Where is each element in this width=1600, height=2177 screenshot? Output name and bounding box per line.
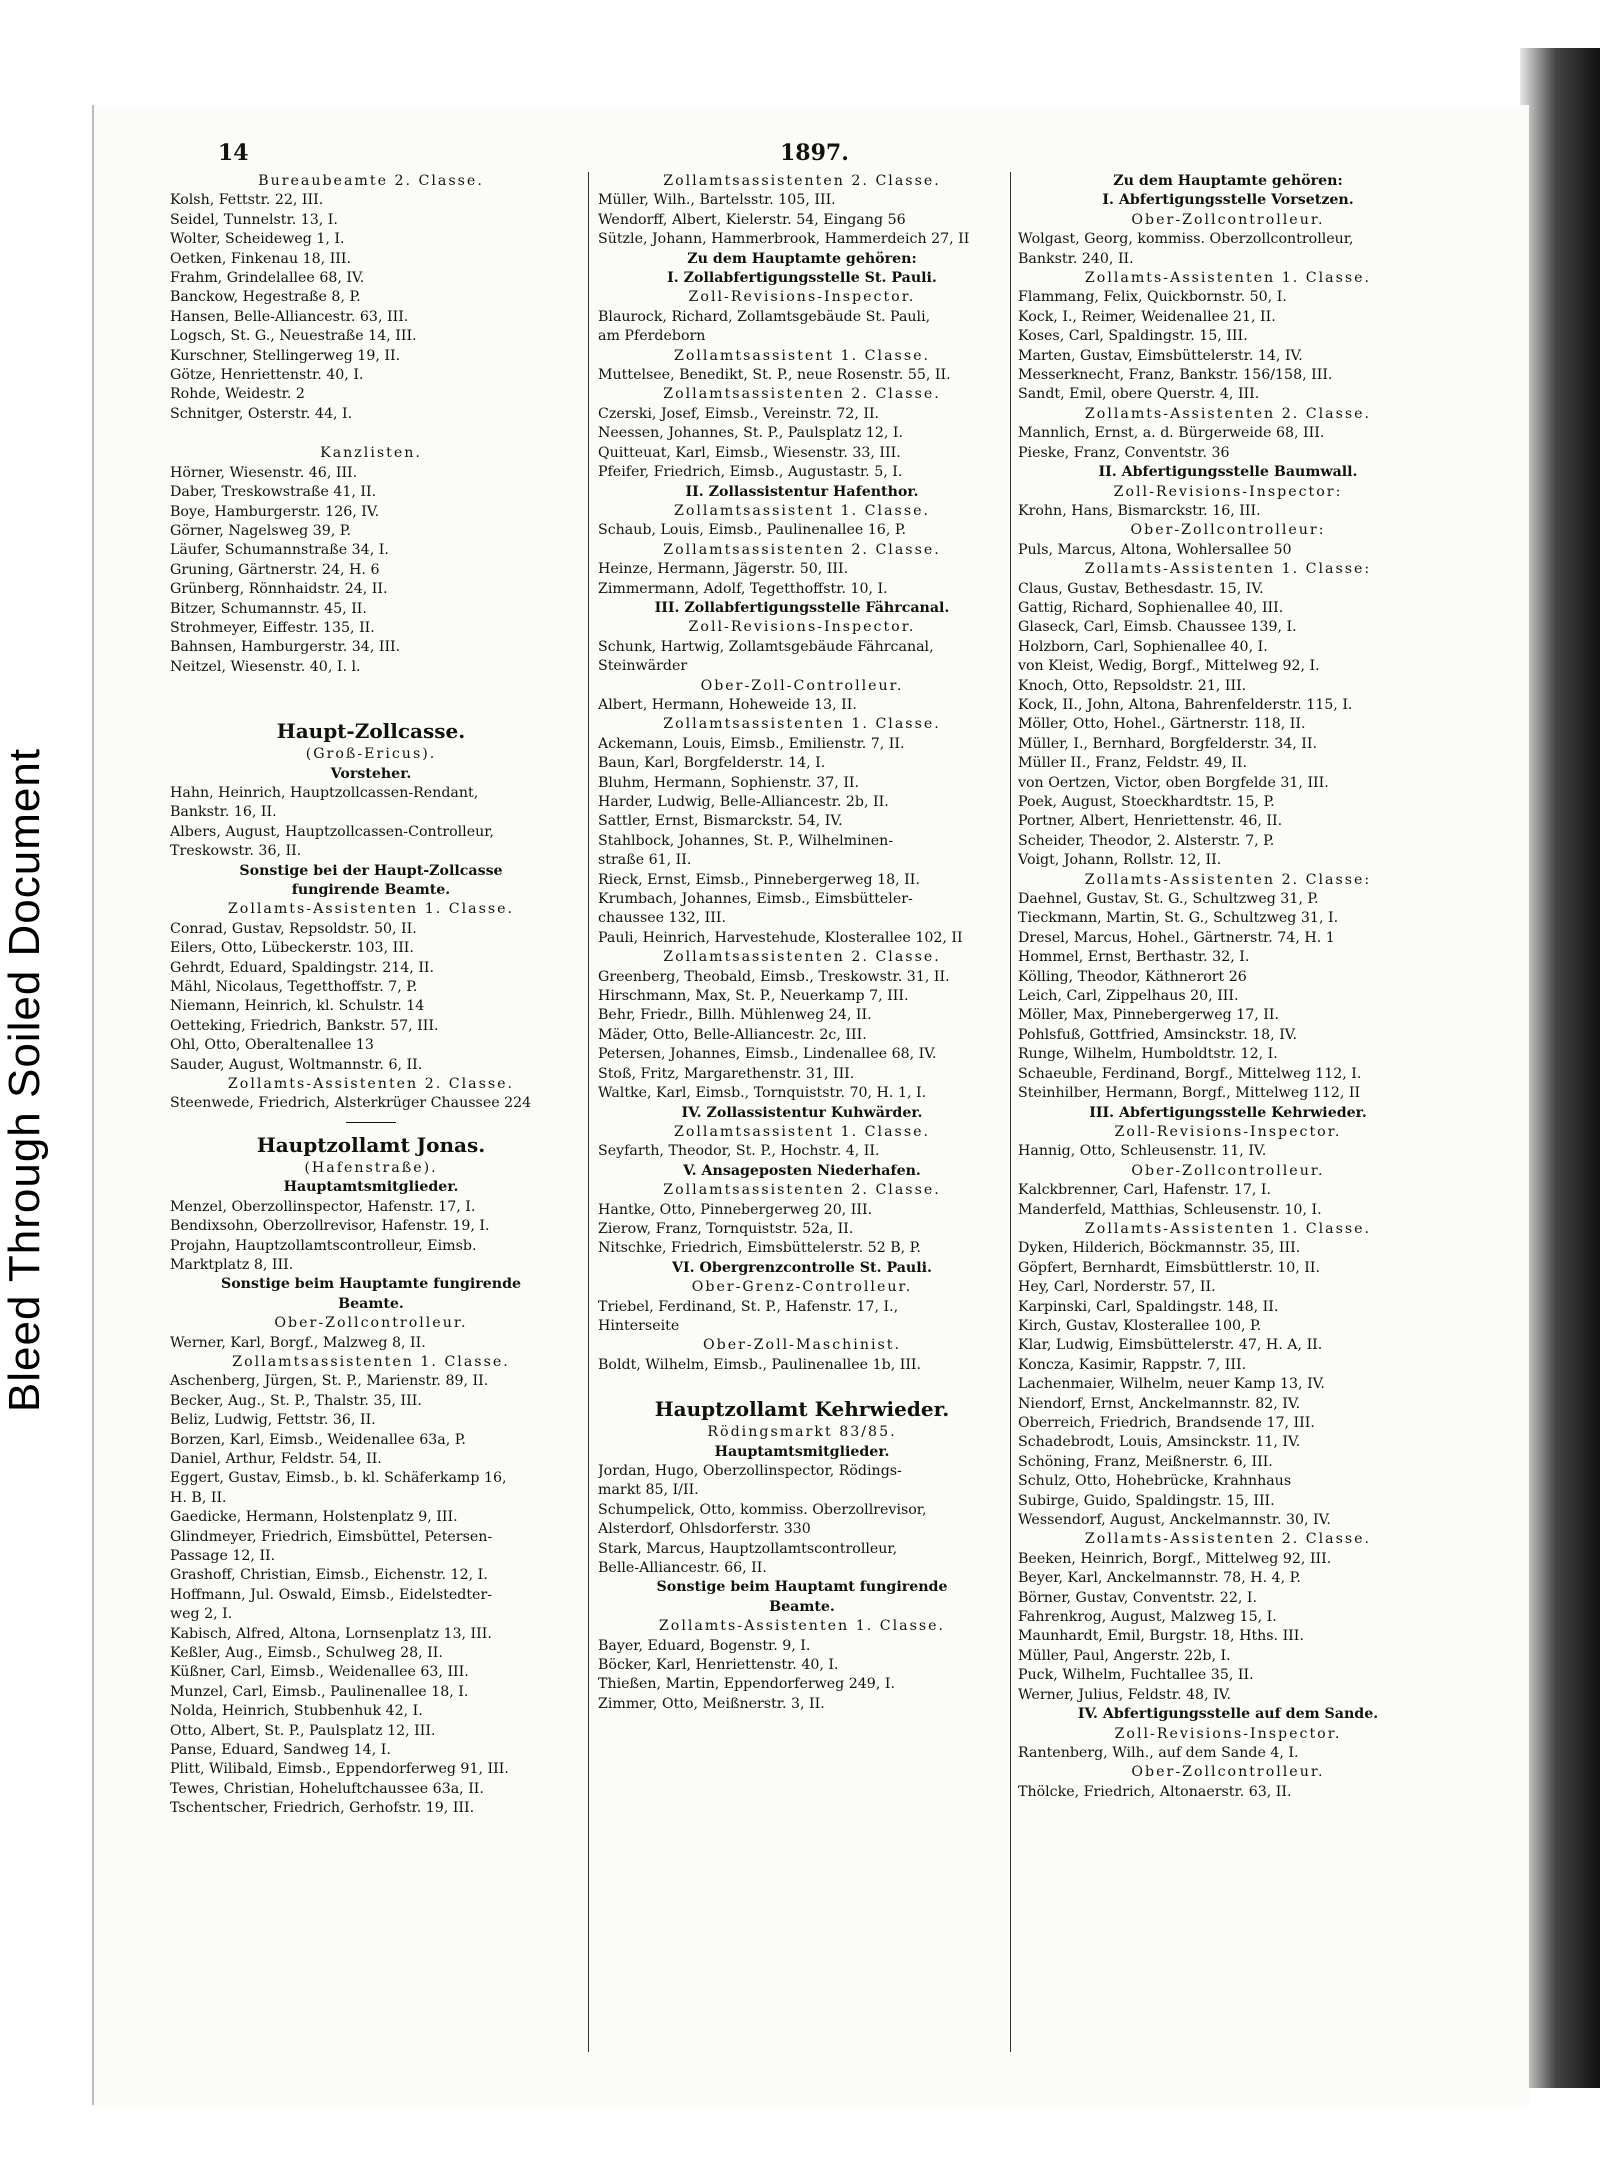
section-heading: Zollamtsassistenten 2. Classe. bbox=[663, 173, 941, 189]
directory-entry: Albert, Hermann, Hoheweide 13, II. bbox=[598, 696, 857, 713]
directory-entry: Czerski, Josef, Eimsb., Vereinstr. 72, II. bbox=[598, 405, 880, 422]
directory-entry: Tschentscher, Friedrich, Gerhofstr. 19, III. bbox=[170, 1800, 475, 1817]
directory-entry: Grashoff, Christian, Eimsb., Eichenstr. 12, I. bbox=[170, 1567, 488, 1584]
directory-entry: Belle-Alliancestr. 66, II. bbox=[598, 1560, 767, 1577]
directory-entry: Möller, Otto, Hohel., Gärtnerstr. 118, II. bbox=[1018, 716, 1306, 733]
directory-entry: Boldt, Wilhelm, Eimsb., Paulinenallee 1b, III. bbox=[598, 1356, 922, 1373]
directory-entry: Schulz, Otto, Hohebrücke, Krahnhaus bbox=[1018, 1473, 1292, 1490]
directory-entry: Conrad, Gustav, Repsoldstr. 50, II. bbox=[170, 920, 417, 937]
directory-entry: Zimmermann, Adolf, Tegetthoffstr. 10, I. bbox=[598, 580, 888, 597]
bold-heading: IV. Abfertigungsstelle auf dem Sande. bbox=[1077, 1706, 1379, 1723]
directory-entry: Hahn, Heinrich, Hauptzollcassen-Rendant, bbox=[170, 784, 479, 801]
directory-entry: Möller, Max, Pinnebergerweg 17, II. bbox=[1018, 1007, 1279, 1024]
directory-entry: Stark, Marcus, Hauptzollamtscontrolleur, bbox=[598, 1540, 898, 1557]
directory-entry: Klar, Ludwig, Eimsbüttelerstr. 47, H. A, II. bbox=[1018, 1337, 1323, 1354]
bold-heading: Beamte. bbox=[338, 1295, 404, 1312]
directory-entry: Tieckmann, Martin, St. G., Schultzweg 31, I. bbox=[1018, 910, 1339, 927]
directory-entry: weg 2, I. bbox=[170, 1606, 233, 1623]
directory-entry: Dresel, Marcus, Hohel., Gärtnerstr. 74, H. 1 bbox=[1018, 929, 1335, 946]
directory-entry: Niendorf, Ernst, Anckelmannstr. 82, IV. bbox=[1018, 1395, 1301, 1412]
section-heading: Zollamtsassistenten 2. Classe. bbox=[663, 949, 941, 966]
directory-entry: Götze, Henriettenstr. 40, I. bbox=[170, 367, 364, 384]
directory-entry: Pieske, Franz, Conventstr. 36 bbox=[1018, 444, 1230, 461]
bold-heading: Zu dem Hauptamte gehören: bbox=[1113, 173, 1343, 189]
section-heading: Zoll-Revisions-Inspector. bbox=[688, 619, 916, 636]
directory-entry: Müller, Wilh., Bartelsstr. 105, III. bbox=[598, 192, 836, 209]
bold-heading: V. Ansageposten Niederhafen. bbox=[683, 1162, 921, 1179]
bold-heading: Vorsteher. bbox=[330, 765, 412, 782]
directory-entry: Muttelsee, Benedikt, St. P., neue Rosenstr. 55, II. bbox=[598, 367, 951, 384]
directory-entry: chaussee 132, III. bbox=[598, 910, 726, 927]
directory-entry: Petersen, Johannes, Eimsb., Lindenallee 68, IV. bbox=[598, 1046, 937, 1063]
directory-entry: Puck, Wilhelm, Fuchtallee 35, II. bbox=[1018, 1667, 1254, 1684]
bold-heading: Beamte. bbox=[769, 1598, 835, 1615]
directory-entry: Puls, Marcus, Altona, Wohlersallee 50 bbox=[1018, 541, 1292, 558]
directory-entry: Albers, August, Hauptzollcassen-Controlleur, bbox=[170, 823, 494, 840]
directory-entry: Treskowstr. 36, II. bbox=[170, 843, 302, 860]
directory-entry: Schaeuble, Ferdinand, Borgf., Mittelweg 112, I. bbox=[1018, 1065, 1362, 1082]
directory-entry: Blaurock, Richard, Zollamtsgebäude St. Pauli, bbox=[598, 308, 931, 325]
directory-entry: Läufer, Schumannstraße 34, I. bbox=[170, 542, 389, 559]
directory-entry: Eilers, Otto, Lübeckerstr. 103, III. bbox=[170, 940, 414, 957]
bold-heading: Sonstige beim Hauptamte fungirende bbox=[220, 1276, 522, 1293]
directory-entry: Aschenberg, Jürgen, St. P., Marienstr. 89, II. bbox=[170, 1373, 489, 1390]
directory-entry: Messerknecht, Franz, Bankstr. 156/158, III. bbox=[1018, 367, 1333, 384]
section-heading: Zoll-Revisions-Inspector. bbox=[1114, 1725, 1342, 1742]
directory-entry: Runge, Wilhelm, Humboldtstr. 12, I. bbox=[1018, 1046, 1278, 1063]
directory-entry: Glindmeyer, Friedrich, Eimsbüttel, Petersen- bbox=[170, 1528, 493, 1545]
section-heading: Ober-Grenz-Controlleur. bbox=[691, 1279, 913, 1296]
directory-entry: Koncza, Kasimir, Rappstr. 7, III. bbox=[1018, 1356, 1247, 1373]
directory-entry: Beyer, Karl, Anckelmannstr. 78, H. 4, P. bbox=[1018, 1570, 1301, 1587]
directory-entry: Manderfeld, Matthias, Schleusenstr. 10, I. bbox=[1018, 1201, 1322, 1218]
directory-entry: Heinze, Hermann, Jägerstr. 50, III. bbox=[598, 561, 849, 578]
directory-entry: Krumbach, Johannes, Eimsb., Eimsbütteler- bbox=[598, 891, 913, 908]
directory-entry: Gehrdt, Eduard, Spaldingstr. 214, II. bbox=[170, 959, 435, 976]
directory-entry: von Oertzen, Victor, oben Borgfelde 31, III. bbox=[1018, 774, 1329, 791]
directory-entry: Pohlsfuß, Gottfried, Amsinckstr. 18, IV. bbox=[1018, 1026, 1298, 1043]
directory-entry: Jordan, Hugo, Oberzollinspector, Rödings- bbox=[598, 1463, 902, 1479]
directory-entry: Müller II., Franz, Feldstr. 49, II. bbox=[1018, 755, 1247, 772]
directory-entry: Waltke, Karl, Eimsb., Tornquiststr. 70, H. 1, I. bbox=[598, 1085, 927, 1102]
directory-entry: Hirschmann, Max, St. P., Neuerkamp 7, III. bbox=[598, 988, 909, 1005]
section-heading: Zollamtsassistenten 2. Classe. bbox=[663, 541, 941, 558]
directory-entry: Schnitger, Osterstr. 44, I. bbox=[170, 405, 353, 422]
bold-heading: I. Zollabfertigungsstelle St. Pauli. bbox=[667, 270, 937, 287]
directory-entry: Kabisch, Alfred, Altona, Lornsenplatz 13, III. bbox=[170, 1625, 492, 1642]
directory-entry: Glaseck, Carl, Eimsb. Chaussee 139, I. bbox=[1018, 619, 1297, 636]
directory-entry: Harder, Ludwig, Belle-Alliancestr. 2b, II. bbox=[598, 794, 889, 810]
section-heading: Kanzlisten. bbox=[320, 445, 422, 462]
directory-entry: Boye, Hamburgerstr. 126, IV. bbox=[170, 503, 380, 520]
directory-entry: Alsterdorf, Ohlsdorferstr. 330 bbox=[598, 1521, 811, 1538]
section-heading: Zollamtsassistent 1. Classe. bbox=[673, 347, 931, 364]
column-rule bbox=[588, 172, 589, 2052]
directory-entry: Pfeifer, Friedrich, Eimsb., Augustastr. 5, I. bbox=[598, 464, 903, 481]
bold-heading: VI. Obergrenzcontrolle St. Pauli. bbox=[672, 1259, 932, 1276]
directory-entry: straße 61, II. bbox=[598, 852, 692, 869]
section-heading: Ober-Zollcontrolleur. bbox=[274, 1315, 468, 1332]
spacer bbox=[170, 677, 572, 717]
directory-entry: Müller, Paul, Angerstr. 22b, I. bbox=[1018, 1647, 1231, 1664]
directory-entry: Claus, Gustav, Bethesdastr. 15, IV. bbox=[1018, 580, 1264, 597]
section-heading: Ober-Zollcontrolleur. bbox=[1131, 1162, 1325, 1179]
directory-entry: Mähl, Nicolaus, Tegetthoffstr. 7, P. bbox=[170, 979, 418, 996]
directory-entry: Dyken, Hilderich, Böckmannstr. 35, III. bbox=[1018, 1240, 1301, 1257]
directory-entry: Werner, Karl, Borgf., Malzweg 8, II. bbox=[170, 1334, 426, 1351]
directory-entry: Hansen, Belle-Alliancestr. 63, III. bbox=[170, 308, 409, 325]
directory-entry: Bayer, Eduard, Bogenstr. 9, I. bbox=[598, 1637, 811, 1654]
section-heading: Zoll-Revisions-Inspector. bbox=[688, 289, 916, 306]
directory-entry: Plitt, Wilibald, Eimsb., Eppendorferweg 91, III. bbox=[170, 1761, 509, 1778]
directory-entry: Wessendorf, August, Anckelmannstr. 30, IV. bbox=[1018, 1512, 1331, 1529]
bold-heading: III. Zollabfertigungsstelle Fährcanal. bbox=[654, 599, 950, 616]
spacer bbox=[170, 424, 572, 444]
directory-entry: Becker, Aug., St. P., Thalstr. 35, III. bbox=[170, 1392, 422, 1409]
section-heading: Ober-Zollcontrolleur. bbox=[1131, 1764, 1325, 1781]
directory-entry: Pauli, Heinrich, Harvestehude, Klosterallee 102, II bbox=[598, 929, 963, 946]
directory-entry: Triebel, Ferdinand, St. P., Hafenstr. 17, I., bbox=[598, 1298, 899, 1315]
directory-entry: Flammang, Felix, Quickbornstr. 50, I. bbox=[1018, 289, 1287, 306]
directory-entry: Neessen, Johannes, St. P., Paulsplatz 12, I. bbox=[598, 425, 904, 442]
subtitle: (Groß-Ericus). bbox=[305, 746, 437, 763]
bold-heading: Sonstige beim Hauptamt fungirende bbox=[656, 1579, 948, 1596]
directory-entry: Wolgast, Georg, kommiss. Oberzollcontrolleur, bbox=[1018, 231, 1354, 248]
directory-entry: Görner, Nagelsweg 39, P. bbox=[170, 522, 351, 539]
subtitle: Rödingsmarkt 83/85. bbox=[707, 1424, 897, 1441]
section-heading: Zollamts-Assistenten 1. Classe: bbox=[1084, 561, 1372, 578]
directory-entry: Tewes, Christian, Hoheluftchaussee 63a, II. bbox=[170, 1780, 484, 1797]
directory-entry: Daehnel, Gustav, St. G., Schultzweg 31, P. bbox=[1018, 891, 1319, 908]
directory-entry: Sandt, Emil, obere Querstr. 4, III. bbox=[1018, 386, 1260, 403]
bold-heading: II. Zollassistentur Hafenthor. bbox=[685, 483, 919, 500]
directory-entry: Poek, August, Stoeckhardtstr. 15, P. bbox=[1018, 794, 1275, 810]
directory-entry: Zierow, Franz, Tornquiststr. 52a, II. bbox=[598, 1220, 854, 1237]
directory-entry: Grünberg, Rönnhaidstr. 24, II. bbox=[170, 581, 388, 598]
column-left bbox=[170, 172, 572, 1819]
directory-entry: Sützle, Johann, Hammerbrook, Hammerdeich 27, II bbox=[598, 231, 970, 248]
directory-entry: Marktplatz 8, III. bbox=[170, 1256, 294, 1273]
directory-entry: Beliz, Ludwig, Fettstr. 36, II. bbox=[170, 1412, 376, 1429]
directory-entry: Hörner, Wiesenstr. 46, III. bbox=[170, 464, 358, 481]
directory-entry: Frahm, Grindelallee 68, IV. bbox=[170, 270, 365, 287]
directory-entry: Koses, Carl, Spaldingstr. 15, III. bbox=[1018, 328, 1248, 345]
directory-entry: Mäder, Otto, Belle-Alliancestr. 2c, III. bbox=[598, 1026, 867, 1043]
column-middle bbox=[598, 172, 1006, 1714]
directory-entry: Thießen, Martin, Eppendorferweg 249, I. bbox=[598, 1676, 895, 1693]
separator-rule bbox=[346, 1122, 396, 1123]
directory-entry: Hantke, Otto, Pinnebergerweg 20, III. bbox=[598, 1201, 873, 1218]
directory-entry: Baun, Karl, Borgfelderstr. 14, I. bbox=[598, 755, 826, 772]
directory-entry: Kock, II., John, Altona, Bahrenfelderstr. 115, I. bbox=[1018, 696, 1353, 713]
bold-heading: II. Abfertigungsstelle Baumwall. bbox=[1098, 464, 1358, 481]
directory-entry: Zimmer, Otto, Meißnerstr. 3, II. bbox=[598, 1695, 825, 1712]
directory-entry: Subirge, Guido, Spaldingstr. 15, III. bbox=[1018, 1492, 1275, 1509]
section-heading: Zollamts-Assistenten 1. Classe. bbox=[1084, 270, 1372, 287]
directory-entry: Daniel, Arthur, Feldstr. 54, II. bbox=[170, 1450, 382, 1467]
directory-entry: am Pferdeborn bbox=[598, 328, 706, 345]
directory-entry: Börner, Gustav, Conventstr. 22, I. bbox=[1018, 1589, 1257, 1606]
directory-entry: Stoß, Fritz, Margarethenstr. 31, III. bbox=[598, 1065, 855, 1082]
directory-entry: Neitzel, Wiesenstr. 40, I. l. bbox=[170, 658, 361, 675]
directory-entry: Borzen, Karl, Eimsb., Weidenallee 63a, P. bbox=[170, 1431, 466, 1448]
directory-entry: Greenberg, Theobald, Eimsb., Treskowstr. 31, II. bbox=[598, 968, 950, 985]
directory-entry: Banckow, Hegestraße 8, P. bbox=[170, 289, 361, 306]
directory-entry: Strohmeyer, Eiffestr. 135, II. bbox=[170, 619, 375, 636]
directory-entry: Portner, Albert, Henriettenstr. 46, II. bbox=[1018, 813, 1283, 830]
directory-entry: Bluhm, Hermann, Sophienstr. 37, II. bbox=[598, 774, 860, 791]
section-heading: Zollamts-Assistenten 2. Classe. bbox=[1084, 1531, 1372, 1548]
directory-entry: Steenwede, Friedrich, Alsterkrüger Chaussee 224 bbox=[170, 1095, 532, 1112]
directory-entry: Behr, Friedr., Billh. Mühlenweg 24, II. bbox=[598, 1007, 872, 1024]
directory-entry: Bitzer, Schumannstr. 45, II. bbox=[170, 600, 367, 617]
bold-heading: Hauptamtsmitglieder. bbox=[283, 1179, 459, 1196]
directory-entry: Hannig, Otto, Schleusenstr. 11, IV. bbox=[1018, 1143, 1267, 1160]
directory-entry: Niemann, Heinrich, kl. Schulstr. 14 bbox=[170, 998, 425, 1015]
directory-entry: Kalckbrenner, Carl, Hafenstr. 17, I. bbox=[1018, 1182, 1271, 1199]
directory-entry: Bendixsohn, Oberzollrevisor, Hafenstr. 19, I. bbox=[170, 1218, 490, 1235]
directory-entry: Hoffmann, Jul. Oswald, Eimsb., Eidelstedter- bbox=[170, 1586, 493, 1603]
directory-entry: Kölling, Theodor, Käthnerort 26 bbox=[1018, 968, 1247, 985]
scan-stamp: Bleed Through Soiled Document bbox=[0, 747, 49, 1413]
bold-heading: Sonstige bei der Haupt-Zollcasse bbox=[239, 862, 503, 879]
directory-entry: Rantenberg, Wilh., auf dem Sande 4, I. bbox=[1018, 1744, 1299, 1761]
directory-entry: Fahrenkrog, August, Malzweg 15, I. bbox=[1018, 1609, 1277, 1626]
directory-entry: Gruning, Gärtnerstr. 24, H. 6 bbox=[170, 561, 380, 578]
directory-entry: Schumpelick, Otto, kommiss. Oberzollrevisor, bbox=[598, 1501, 927, 1518]
directory-entry: Nolda, Heinrich, Stubbenhuk 42, I. bbox=[170, 1703, 423, 1720]
directory-entry: Knoch, Otto, Repsoldstr. 21, III. bbox=[1018, 677, 1247, 694]
directory-entry: H. B, II. bbox=[170, 1489, 227, 1506]
directory-entry: Marten, Gustav, Eimsbüttelerstr. 14, IV. bbox=[1018, 347, 1303, 364]
directory-entry: Quitteuat, Karl, Eimsb., Wiesenstr. 33, III. bbox=[598, 444, 901, 461]
directory-entry: Seyfarth, Theodor, St. P., Hochstr. 4, II. bbox=[598, 1143, 880, 1160]
section-heading: Zollamts-Assistenten 1. Classe. bbox=[227, 901, 515, 918]
directory-entry: Hey, Carl, Norderstr. 57, II. bbox=[1018, 1279, 1216, 1296]
page-year: 1897. bbox=[780, 140, 849, 166]
section-heading: Zollamtsassistenten 2. Classe. bbox=[663, 1182, 941, 1199]
office-title: Haupt-Zollcasse. bbox=[276, 719, 466, 744]
section-heading: Zollamtsassistent 1. Classe. bbox=[673, 1123, 931, 1140]
section-heading: Zollamts-Assistenten 2. Classe: bbox=[1084, 871, 1372, 888]
section-heading: Zoll-Revisions-Inspector. bbox=[1114, 1123, 1342, 1140]
bold-heading: Zu dem Hauptamte gehören: bbox=[687, 250, 917, 267]
directory-entry: Ackemann, Louis, Eimsb., Emilienstr. 7, II. bbox=[598, 735, 905, 752]
directory-entry: Logsch, St. G., Neuestraße 14, III. bbox=[170, 328, 417, 345]
bold-heading: IV. Zollassistentur Kuhwärder. bbox=[681, 1104, 923, 1121]
section-heading: Zollamtsassistenten 2. Classe. bbox=[663, 386, 941, 403]
bold-heading: III. Abfertigungsstelle Kehrwieder. bbox=[1089, 1104, 1367, 1121]
section-heading: Ober-Zoll-Maschinist. bbox=[702, 1337, 901, 1354]
section-heading: Zollamtsassistenten 1. Classe. bbox=[663, 716, 941, 733]
section-heading: Zoll-Revisions-Inspector: bbox=[1113, 483, 1343, 500]
directory-entry: Daber, Treskowstraße 41, II. bbox=[170, 484, 377, 501]
directory-entry: Bahnsen, Hamburgerstr. 34, III. bbox=[170, 639, 401, 656]
section-heading: Ober-Zollcontrolleur. bbox=[1131, 211, 1325, 228]
directory-entry: Schunk, Hartwig, Zollamtsgebäude Fährcanal, bbox=[598, 638, 934, 655]
directory-entry: Gattig, Richard, Sophienallee 40, III. bbox=[1018, 599, 1284, 616]
directory-entry: Kolsh, Fettstr. 22, III. bbox=[170, 192, 324, 209]
directory-entry: Karpinski, Carl, Spaldingstr. 148, II. bbox=[1018, 1298, 1279, 1315]
directory-entry: Werner, Julius, Feldstr. 48, IV. bbox=[1018, 1686, 1231, 1703]
directory-entry: Maunhardt, Emil, Burgstr. 18, Hths. III. bbox=[1018, 1628, 1304, 1645]
directory-entry: Mannlich, Ernst, a. d. Bürgerweide 68, III. bbox=[1018, 425, 1325, 442]
directory-entry: Rieck, Ernst, Eimsb., Pinnebergerweg 18, II. bbox=[598, 871, 920, 888]
directory-entry: Passage 12, II. bbox=[170, 1548, 276, 1564]
directory-entry: Voigt, Johann, Rollstr. 12, II. bbox=[1018, 852, 1222, 869]
directory-entry: Rohde, Weidestr. 2 bbox=[170, 386, 305, 403]
directory-entry: Wolter, Scheideweg 1, I. bbox=[170, 231, 345, 248]
section-heading: Ober-Zoll-Controlleur. bbox=[700, 677, 904, 694]
directory-entry: Küßner, Carl, Eimsb., Weidenallee 63, III. bbox=[170, 1664, 469, 1681]
spacer bbox=[598, 1375, 1006, 1395]
directory-entry: Krohn, Hans, Bismarckstr. 16, III. bbox=[1018, 502, 1261, 519]
directory-entry: markt 85, I/II. bbox=[598, 1482, 699, 1499]
book-edge-shadow bbox=[1520, 48, 1600, 2088]
directory-entry: Bankstr. 240, II. bbox=[1018, 250, 1134, 267]
directory-entry: Lachenmaier, Wilhelm, neuer Kamp 13, IV. bbox=[1018, 1376, 1325, 1393]
directory-entry: Thölcke, Friedrich, Altonaerstr. 63, II. bbox=[1018, 1783, 1292, 1800]
section-heading: Zollamts-Assistenten 2. Classe. bbox=[1084, 405, 1372, 422]
directory-entry: Seidel, Tunnelstr. 13, I. bbox=[170, 211, 338, 228]
directory-entry: Oetteking, Friedrich, Bankstr. 57, III. bbox=[170, 1017, 439, 1034]
office-title: Hauptzollamt Kehrwieder. bbox=[654, 1397, 950, 1422]
directory-entry: Projahn, Hauptzollamtscontrolleur, Eimsb. bbox=[170, 1237, 477, 1254]
directory-entry: Oberreich, Friedrich, Brandsende 17, III. bbox=[1018, 1415, 1315, 1431]
directory-entry: Eggert, Gustav, Eimsb., b. kl. Schäferkamp 16, bbox=[170, 1470, 507, 1487]
directory-entry: Stahlbock, Johannes, St. P., Wilhelminen- bbox=[598, 832, 894, 849]
directory-entry: Steinhilber, Hermann, Borgf., Mittelweg 112, II bbox=[1018, 1085, 1361, 1102]
office-title: Hauptzollamt Jonas. bbox=[256, 1132, 486, 1157]
directory-entry: Böcker, Karl, Henriettenstr. 40, I. bbox=[598, 1657, 839, 1674]
page-number: 14 bbox=[218, 140, 249, 166]
directory-entry: Steinwärder bbox=[598, 658, 688, 675]
bold-heading: I. Abfertigungsstelle Vorsetzen. bbox=[1102, 192, 1354, 209]
bold-heading: fungirende Beamte. bbox=[291, 882, 451, 898]
directory-entry: Göpfert, Bernhardt, Eimsbüttlerstr. 10, II. bbox=[1018, 1259, 1321, 1276]
directory-entry: Panse, Eduard, Sandweg 14, I. bbox=[170, 1742, 391, 1759]
section-heading: Zollamtsassistent 1. Classe. bbox=[673, 502, 931, 519]
directory-entry: Hinterseite bbox=[598, 1317, 680, 1334]
directory-entry: Sauder, August, Woltmannstr. 6, II. bbox=[170, 1056, 423, 1073]
directory-entry: Schadebrodt, Louis, Amsinckstr. 11, IV. bbox=[1018, 1434, 1301, 1451]
section-heading: Zollamts-Assistenten 1. Classe. bbox=[1084, 1220, 1372, 1237]
directory-entry: Sattler, Ernst, Bismarckstr. 54, IV. bbox=[598, 813, 843, 830]
directory-entry: Bankstr. 16, II. bbox=[170, 804, 277, 821]
directory-entry: Wendorff, Albert, Kielerstr. 54, Eingang 56 bbox=[598, 211, 906, 228]
directory-entry: von Kleist, Wedig, Borgf., Mittelweg 92, I. bbox=[1018, 658, 1320, 675]
directory-entry: Schaub, Louis, Eimsb., Paulinenallee 16, P. bbox=[598, 522, 907, 539]
directory-entry: Keßler, Aug., Eimsb., Schulweg 28, II. bbox=[170, 1645, 443, 1662]
section-heading: Zollamts-Assistenten 2. Classe. bbox=[227, 1076, 515, 1093]
bold-heading: Hauptamtsmitglieder. bbox=[714, 1443, 890, 1460]
directory-entry: Holzborn, Carl, Sophienallee 40, I. bbox=[1018, 638, 1268, 655]
directory-entry: Gaedicke, Hermann, Holstenplatz 9, III. bbox=[170, 1509, 458, 1526]
directory-entry: Oetken, Finkenau 18, III. bbox=[170, 250, 352, 267]
directory-entry: Munzel, Carl, Eimsb., Paulinenallee 18, I. bbox=[170, 1683, 469, 1700]
directory-entry: Menzel, Oberzollinspector, Hafenstr. 17, I. bbox=[170, 1198, 476, 1215]
section-heading: Bureaubeamte 2. Classe. bbox=[258, 173, 484, 189]
directory-entry: Kurschner, Stellingerweg 19, II. bbox=[170, 347, 401, 364]
directory-entry: Beeken, Heinrich, Borgf., Mittelweg 92, III. bbox=[1018, 1550, 1332, 1567]
directory-entry: Müller, I., Bernhard, Borgfelderstr. 34, II. bbox=[1018, 735, 1318, 752]
directory-entry: Nitschke, Friedrich, Eimsbüttelerstr. 52 B, P. bbox=[598, 1240, 921, 1257]
directory-entry: Leich, Carl, Zippelhaus 20, III. bbox=[1018, 988, 1239, 1005]
column-rule bbox=[1010, 172, 1011, 2052]
column-right bbox=[1018, 172, 1438, 1802]
directory-entry: Kirch, Gustav, Klosterallee 100, P. bbox=[1018, 1317, 1262, 1334]
directory-entry: Hommel, Ernst, Berthastr. 32, I. bbox=[1018, 949, 1250, 966]
subtitle: (Hafenstraße). bbox=[304, 1159, 438, 1176]
section-heading: Ober-Zollcontrolleur: bbox=[1130, 522, 1326, 539]
section-heading: Zollamtsassistenten 1. Classe. bbox=[232, 1353, 510, 1370]
directory-entry: Scheider, Theodor, 2. Alsterstr. 7, P. bbox=[1018, 832, 1275, 849]
directory-entry: Ohl, Otto, Oberaltenallee 13 bbox=[170, 1037, 374, 1054]
directory-entry: Schöning, Franz, Meißnerstr. 6, III. bbox=[1018, 1453, 1273, 1470]
directory-entry: Otto, Albert, St. P., Paulsplatz 12, III. bbox=[170, 1722, 436, 1739]
section-heading: Zollamts-Assistenten 1. Classe. bbox=[658, 1618, 946, 1635]
directory-entry: Kock, I., Reimer, Weidenallee 21, II. bbox=[1018, 308, 1276, 325]
